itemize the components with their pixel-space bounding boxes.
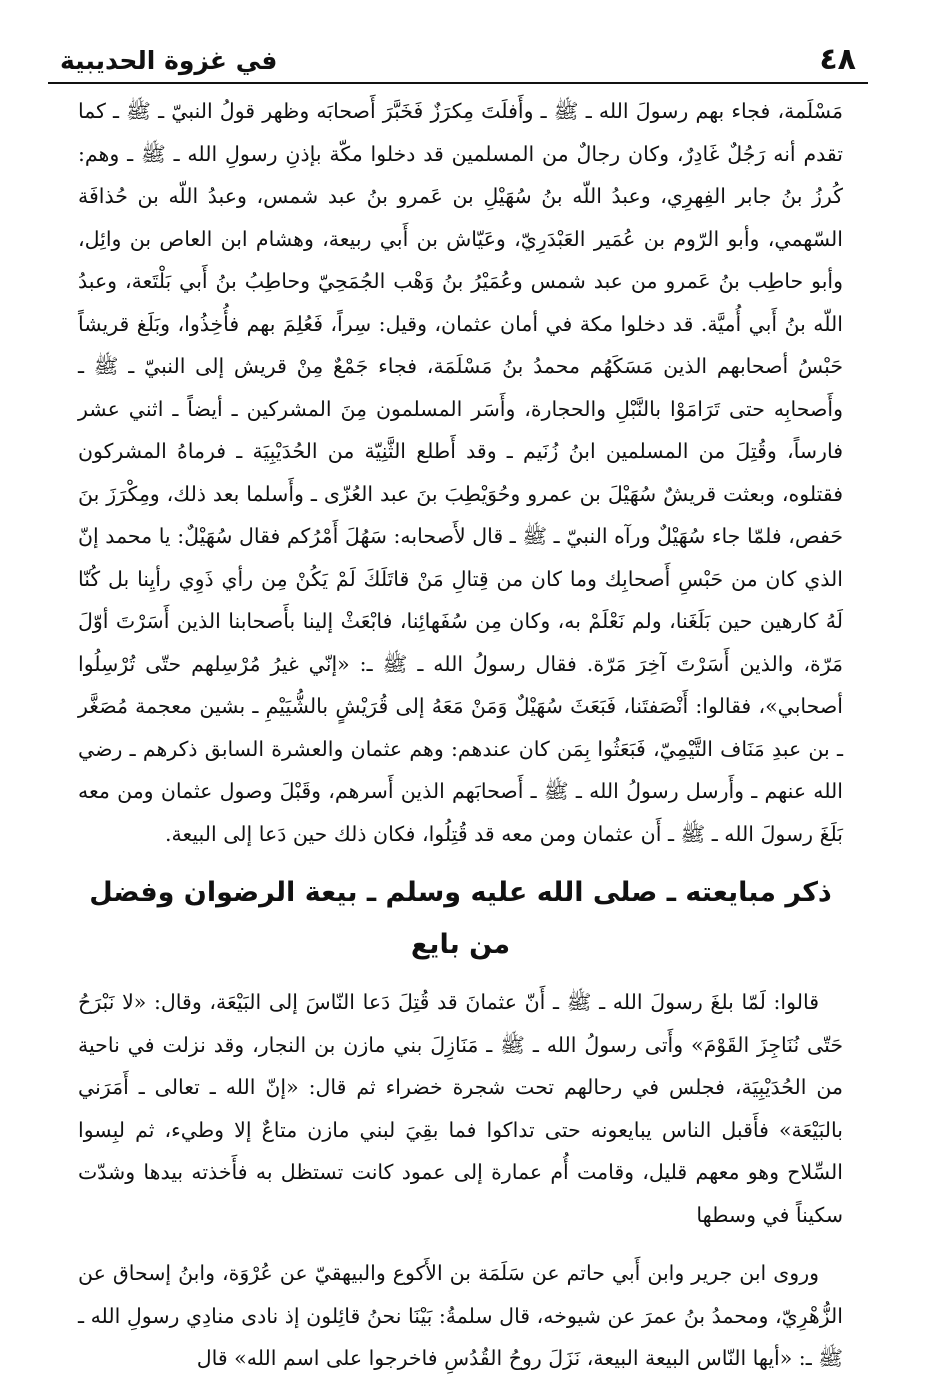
page-header bbox=[48, 42, 868, 84]
page-body bbox=[78, 90, 843, 1370]
paragraph-gap bbox=[78, 1236, 843, 1252]
body-paragraph-3: وروى ابن جرير وابن أَبي حاتم عن سَلَمَة بن الأَكوع والبيهقيّ عن عُرْوَة، وابنُ إسحاق عن الزُّهْرِيّ، ومحمدُ بنُ عمرَ عن شيوخه، قال سلمةُ: بَيْنَا نحنُ قائِلون إذ نادى منادِي رسولِ الله ـ ﷺ ـ: «أيها النّاس البيعة البيعة، نَزَلَ روحُ القُدُسِ فاخرجوا على اسم الله» قال bbox=[78, 1261, 843, 1370]
running-title: في غزوة الحديبية bbox=[60, 46, 278, 75]
section-heading: ذكر مبايعته ـ صلى الله عليه وسلم ـ بيعة الرضوان وفضل من بايع bbox=[89, 877, 832, 960]
body-paragraph-1: مَسْلَمة، فجاء بهم رسولَ الله ـ ﷺ ـ وأَفلَتَ مِكرَزٌ فَخَبَّرَ أَصحابَه وظهر قولُ النبيّ ـ ﷺ ـ كما تقدم أنه رَجُلٌ غَادِرٌ، وكان رجالٌ من المسلمين قد دخلوا مكّة بإذنِ رسولِ الله ـ ﷺ ـ وهم: كُرزُ بنُ جابر الفِهرِي، وعبدُ اللّه بنُ سُهَيْلِ بن عَمرو بنُ عبد شمس، وعبدُ اللّه بن حُذافَة السّهمي، وأبو الرّوم بن عُمَير العَبْدَرِيّ، وعَيّاش بن أَبي ربيعة، وهشام ابن العاص بن وائِل، وأبو حاطِب بنُ عَمرو من عبد شمس وعُمَيْرُ بنُ وَهْب الجُمَحِيّ وحاطِبُ بنُ أَبي بَلْتَعة، وعبدُ اللّه بنُ أَبي أُميَّة. قد دخلوا مكة في أمان عثمان، وقيل: سِراً، فَعُلِمَ بهم فأُخِذُوا، وبَلَغ قريشاً حَبْسُ أصحابهم الذين مَسَكَهُم محمدُ بنُ مَسْلَمَة، فجاء جَمْعٌ مِنْ قريش إلى النبيّ ـ ﷺ ـ وأَصحابِه حتى تَرَامَوْا بالنَّبْلِ والحجارة، وأَسَر المسلمون مِنَ المشركين ـ أيضاً ـ اثني عشر فارساً، وقُتِلَ من المسلمين ابنُ زُنَيم ـ وقد أَطلع الثَّنِيّة من الحُدَيْبِيَة ـ فرماهُ المشركون فقتلوه، وبعثت قريشٌ سُهَيْلَ بن عمرو وحُوَيْطِبَ بنَ عبد العُزّى ـ وأَسلما بعد ذلك، ومِكْرَزَ بنَ حَفص، فلمّا جاء سُهَيْلٌ ورآه النبيّ ـ ﷺ ـ قال لأَصحابه: سَهُلَ أَمْرُكم فقال سُهَيْلٌ: يا محمد إنّ الذي كان من حَبْسِ أَصحابِك وما كان من قِتالِ مَنْ قاتَلَكَ لَمْ يَكُنْ مِن رأي ذَوِي رأيِنا بل كُنّا لَهُ كارهين حين بَلَغَنا، ولم نَعْلَمْ به، وكان مِن سُفَهائِنا، فابْعَثْ إلينا بأَصحابنا الذين أَسَرْتَ أوّلَ مَرّة، والذين أَسَرْتَ آخِرَ مَرّة. فقال رسولُ الله ـ ﷺ ـ: «إنّي غيرُ مُرْسِلهم حتّى تُرْسِلُوا أصحابي»، فقالوا: أَنْصَفتَنا، فَبَعَثَ سُهَيْلٌ وَمَنْ مَعَهُ إلى قُرَيْشٍ بالشُّيَيْمِ ـ بشين معجمة مُصَغَّر ـ بن عبدِ مَنَاف التَّيْمِيّ، فَبَعَثُوا بِمَن كان عندهم: وهم عثمان والعشرة السابق ذكرهم ـ رضي الله عنهم ـ وأَرسل رسولُ الله ـ ﷺ ـ أَصحابَهم الذين أَسرهم، وقَبْلَ وصول عثمان ومن معه بَلَغَ رسولَ الله ـ ﷺ ـ أَن عثمان ومن معه قد قُتِلُوا، فكان ذلك حين دَعا إلى البيعة. bbox=[78, 99, 843, 846]
page-number: ٤٨ bbox=[819, 42, 856, 77]
body-paragraph-2: قالوا: لَمّا بلغَ رسولَ الله ـ ﷺ ـ أَنّ عثمانَ قد قُتِلَ دَعا النّاسَ إلى البَيْعَة، وقال: «لا نَبْرَحُ حَتّى نُنَاجِزَ القَوْمَ» وأَتى رسولُ الله ـ ﷺ ـ مَنَازِلَ بني مازن بن النجار، وقد نزلت في ناحية من الحُدَيْبِيَة، فجلس في رحالهم تحت شجرة خضراء ثم قال: «إنّ الله ـ تعالى ـ أَمَرَني بالبَيْعَة» فأَقبل الناس يبايعونه حتى تداكوا فما بقِيَ لبني مازن متاعٌ إلا وطيء، ثم لبِسوا السِّلاح وهو معهم قليل، وقامت أُم عمارة إلى عمود كانت تستظل به فأَخذته بيدها وشدّت سكيناً في وسطها bbox=[78, 990, 843, 1227]
